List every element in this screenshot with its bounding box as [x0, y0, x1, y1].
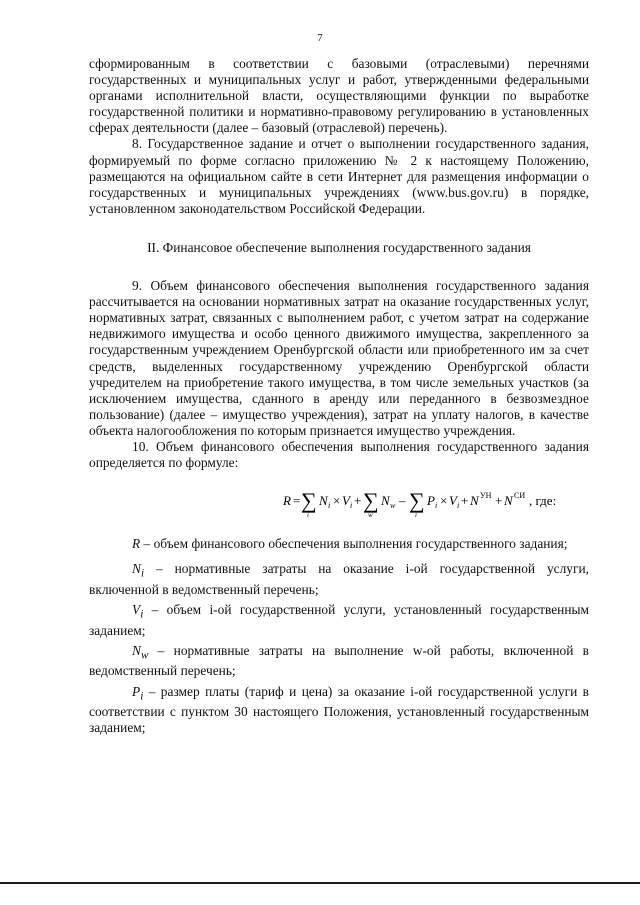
definition-symbol: N: [132, 560, 141, 576]
definition-symbol-sub: i: [140, 690, 144, 703]
formula-eq: =: [293, 493, 301, 509]
formula-term7: N: [504, 493, 513, 509]
formula-plus-3: +: [495, 493, 503, 509]
paragraph-9: 9. Объем финансового обеспечения выполнения государственного задания рассчитывается на основании нормативных затрат на оказание государственных услуг, нормативных затрат, связанных с выполнением работ, с учетом затрат на содержание недвижимого имущества и особо ценного движимого имущества, закрепленного за государственным учреждением Оренбургской области или приобретенного им за счет средств, выделенных государственному учреждению Оренбургской области учредителем на приобретение такого имущества, в том числе земельных участков (за исключением имущества, сданного в аренду или переданного в безвозмездное пользование) (далее – имущество учреждения), затрат на уплату налогов, в качестве объекта налогообложения по которым признается имущество учреждения.: [89, 278, 589, 438]
formula-times-1: ×: [333, 493, 341, 509]
formula-term2: V: [342, 493, 350, 509]
formula: [89, 486, 589, 520]
sum-sign-3: ∑: [409, 488, 425, 514]
formula-term1-sub: i: [328, 501, 331, 511]
paragraph-10: 10. Объем финансового обеспечения выполнения государственного задания определяется по формуле:: [89, 438, 589, 471]
formula-term2-sub: i: [350, 501, 353, 511]
paragraph-8: 8. Государственное задание и отчет о выполнении государственного задания, формируемый по форме согласно приложению № 2 к настоящему Положению, размещаются на официальном сайте в сети Интернет для размещения информации о государственных и муниципальных учреждениях (www.bus.gov.ru) в порядке, установленном законодательством Российской Федерации.: [89, 136, 589, 216]
definition-r: [89, 536, 589, 557]
definition-symbol-sub: i: [140, 567, 145, 580]
formula-plus-1: +: [354, 493, 362, 509]
document-body: [89, 56, 589, 736]
sum-index-3: i: [415, 511, 417, 520]
definition-symbol: N: [132, 642, 141, 658]
sum-sign-1: ∑: [301, 488, 317, 514]
definition-symbol-sub: w: [140, 649, 149, 662]
sum-sign-2: ∑: [363, 488, 379, 514]
formula-term6-sup: УН: [480, 491, 492, 501]
scan-edge-line: [0, 882, 640, 884]
sum-index-1: i: [307, 511, 309, 520]
sum-index-2: w: [368, 511, 373, 520]
definition-symbol: P: [132, 683, 141, 699]
definition-symbol: V: [132, 601, 141, 617]
definition-text: – объем i-ой государственной услуги, установленный государственным заданием;: [89, 601, 589, 638]
formula-term3-sub: w: [390, 501, 396, 511]
formula-term6: N: [470, 493, 479, 509]
definition-nw: [89, 643, 589, 680]
formula-times-2: ×: [440, 493, 448, 509]
definition-vi: [89, 602, 589, 639]
page-number: 7: [317, 32, 323, 44]
definition-text: – размер платы (тариф и цена) за оказание i-ой государственной услуги в соответствии с пунктом 30 настоящего Положения, установленный государственным заданием;: [89, 683, 589, 736]
formula-term5: V: [449, 493, 457, 509]
formula-plus-2: +: [461, 493, 469, 509]
section-heading: II. Финансовое обеспечение выполнения государственного задания: [147, 239, 531, 255]
formula-term4: P: [427, 493, 435, 509]
formula-term5-sub: i: [457, 501, 460, 511]
definition-pi: [89, 684, 589, 737]
formula-graphic: [281, 486, 581, 520]
formula-term4-sub: i: [435, 501, 438, 511]
definition-ni: [89, 561, 589, 598]
definition-text: – объем финансового обеспечения выполнения государственного задания;: [140, 536, 568, 552]
formula-term3: N: [381, 493, 390, 509]
formula-minus: –: [399, 493, 406, 509]
paragraph-intro: сформированным в соответствии с базовыми (отраслевыми) перечнями государственных и муниципальных услуг и работ, утвержденными федеральными органами исполнительной власти, осуществляющими функции по выработке государственной политики и нормативно-правовому регулированию в установленных сферах деятельности (далее – базовый (отраслевой) перечень).: [89, 56, 589, 136]
definition-symbol-sub: i: [140, 608, 144, 621]
formula-term1: N: [319, 493, 328, 509]
formula-suffix: , где:: [529, 493, 557, 509]
formula-term7-sup: СИ: [514, 491, 526, 501]
definition-symbol: R: [132, 536, 141, 552]
definition-text: – нормативные затраты на выполнение w-ой работы, включенной в ведомственный перечень;: [89, 642, 589, 679]
definition-text: – нормативные затраты на оказание i-ой государственной услуги, включенной в ведомственный перечень;: [89, 560, 589, 597]
formula-lhs: R: [283, 493, 291, 509]
